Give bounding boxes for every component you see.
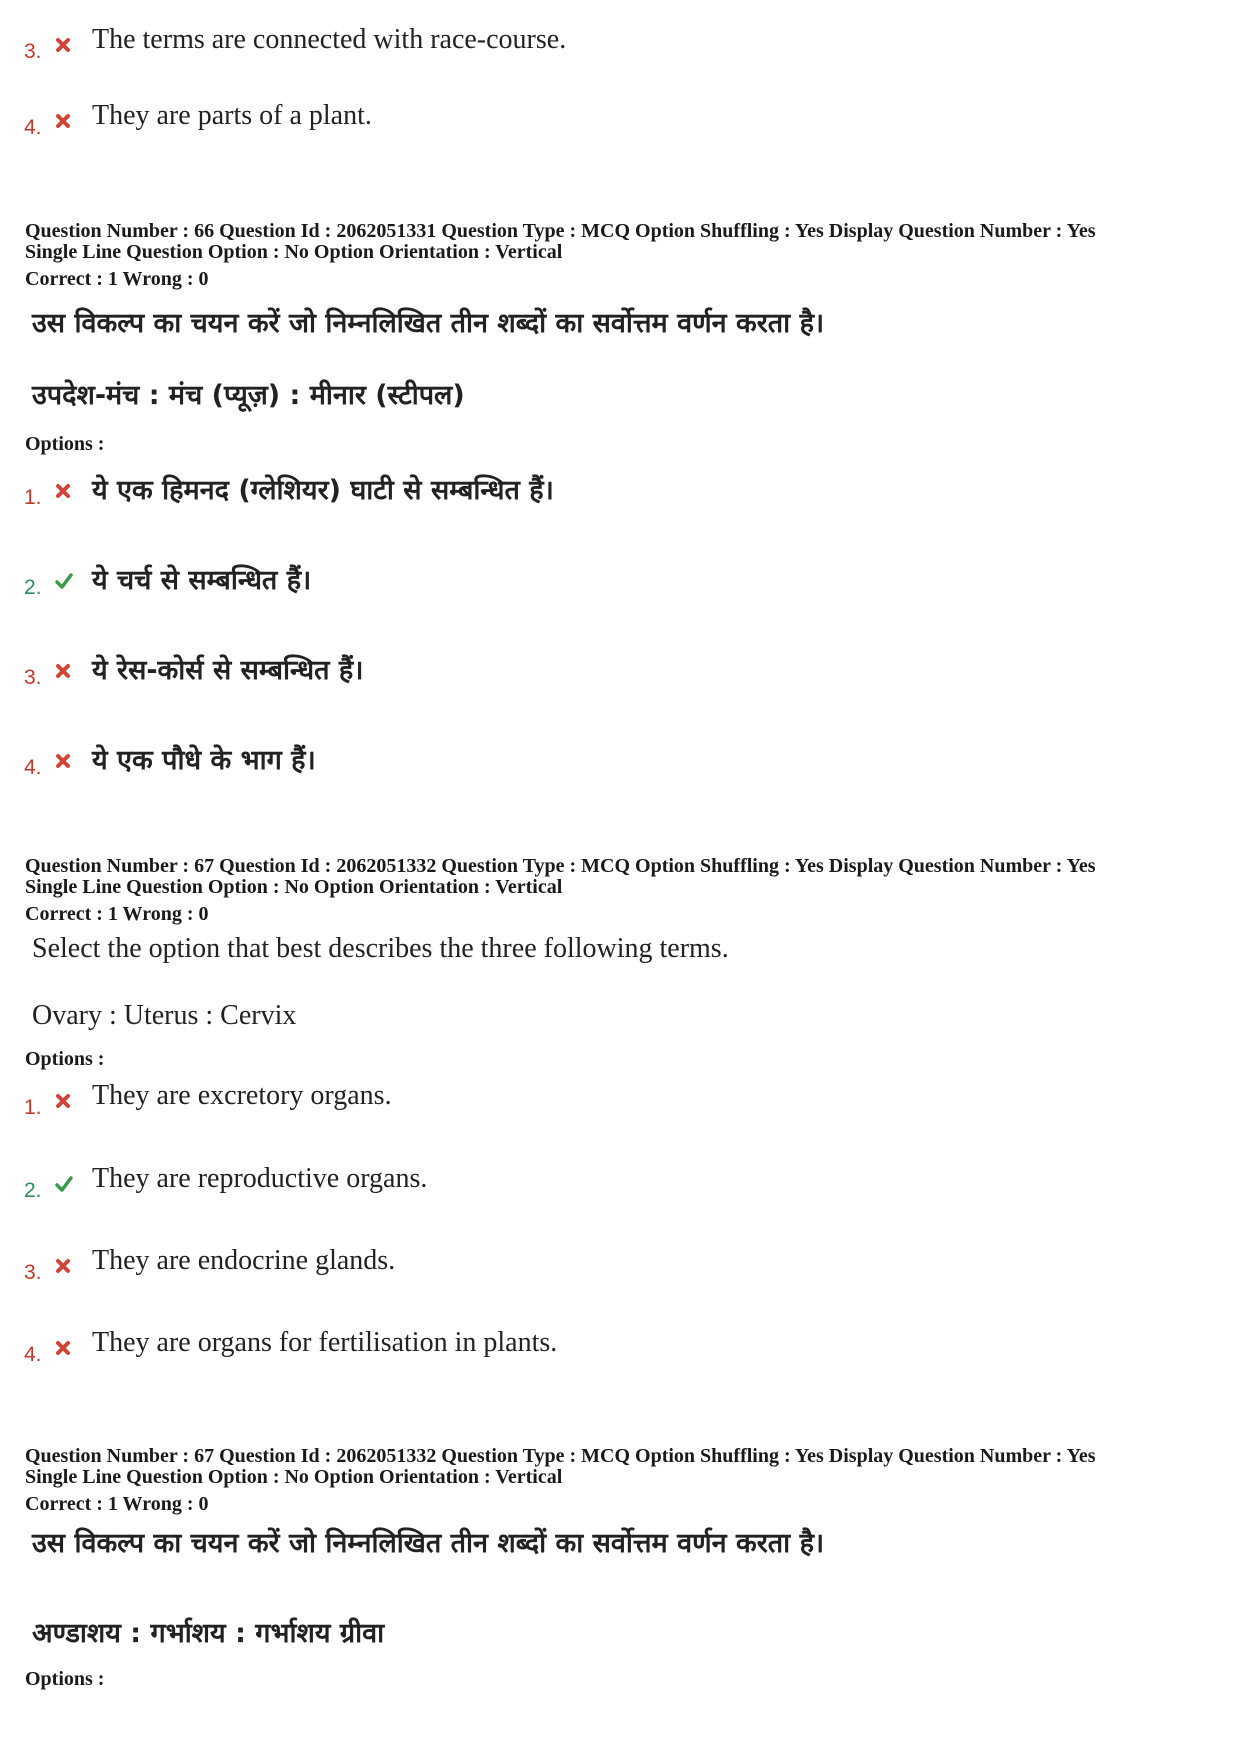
cross-icon [54, 36, 72, 54]
option-text: They are excretory organs. [92, 1080, 392, 1111]
option-number: 4. [24, 756, 42, 779]
option-text: ये चर्च से सम्बन्धित हैं। [92, 565, 312, 596]
options-label: Options : [25, 1048, 105, 1070]
score-info: Correct : 1 Wrong : 0 [25, 268, 209, 290]
cross-icon [54, 482, 72, 500]
question-terms: अण्डाशय : गर्भाशय : गर्भाशय ग्रीवा [32, 1618, 385, 1649]
question-meta: Question Number : 67 Question Id : 2062051332 Question Type : MCQ Option Shuffling : Yes Display Question Number : Yes [25, 855, 1096, 877]
check-icon [52, 1175, 76, 1193]
question-terms: उपदेश-मंच : मंच (प्यूज़) : मीनार (स्टीपल) [32, 380, 465, 411]
cross-icon [54, 1257, 72, 1275]
check-icon [52, 572, 76, 590]
option-text: The terms are connected with race-course. [92, 24, 567, 55]
option-text: They are organs for fertilisation in plants. [92, 1327, 558, 1358]
question-meta-2: Single Line Question Option : No Option Orientation : Vertical [25, 241, 563, 263]
question-text: उस विकल्प का चयन करें जो निम्नलिखित तीन शब्दों का सर्वोत्तम वर्णन करता है। [32, 308, 825, 339]
option-text: ये एक पौधे के भाग हैं। [92, 745, 316, 776]
question-meta-2: Single Line Question Option : No Option Orientation : Vertical [25, 876, 563, 898]
cross-icon [54, 1339, 72, 1357]
option-number: 2. [24, 576, 42, 599]
question-meta-2: Single Line Question Option : No Option Orientation : Vertical [25, 1466, 563, 1488]
question-meta: Question Number : 66 Question Id : 2062051331 Question Type : MCQ Option Shuffling : Yes Display Question Number : Yes [25, 220, 1096, 242]
option-text: ये रेस-कोर्स से सम्बन्धित हैं। [92, 655, 364, 686]
option-number: 1. [24, 486, 42, 509]
score-info: Correct : 1 Wrong : 0 [25, 1493, 209, 1515]
cross-icon [54, 662, 72, 680]
cross-icon [54, 752, 72, 770]
cross-icon [54, 1092, 72, 1110]
cross-icon [54, 112, 72, 130]
option-text: They are reproductive organs. [92, 1163, 428, 1194]
question-terms: Ovary : Uterus : Cervix [32, 1000, 297, 1031]
question-text: Select the option that best describes the three following terms. [32, 933, 729, 964]
option-number: 4. [24, 1343, 42, 1366]
question-meta: Question Number : 67 Question Id : 2062051332 Question Type : MCQ Option Shuffling : Yes Display Question Number : Yes [25, 1445, 1096, 1467]
option-number: 2. [24, 1179, 42, 1202]
option-number: 3. [24, 1261, 42, 1284]
option-number: 3. [24, 40, 42, 63]
options-label: Options : [25, 433, 105, 455]
option-number: 1. [24, 1096, 42, 1119]
question-text: उस विकल्प का चयन करें जो निम्नलिखित तीन शब्दों का सर्वोत्तम वर्णन करता है। [32, 1528, 825, 1559]
option-number: 3. [24, 666, 42, 689]
option-text: ये एक हिमनद (ग्लेशियर) घाटी से सम्बन्धित हैं। [92, 475, 554, 506]
option-number: 4. [24, 116, 42, 139]
options-label: Options : [25, 1668, 105, 1690]
option-text: They are endocrine glands. [92, 1245, 396, 1276]
score-info: Correct : 1 Wrong : 0 [25, 903, 209, 925]
option-text: They are parts of a plant. [92, 100, 372, 131]
